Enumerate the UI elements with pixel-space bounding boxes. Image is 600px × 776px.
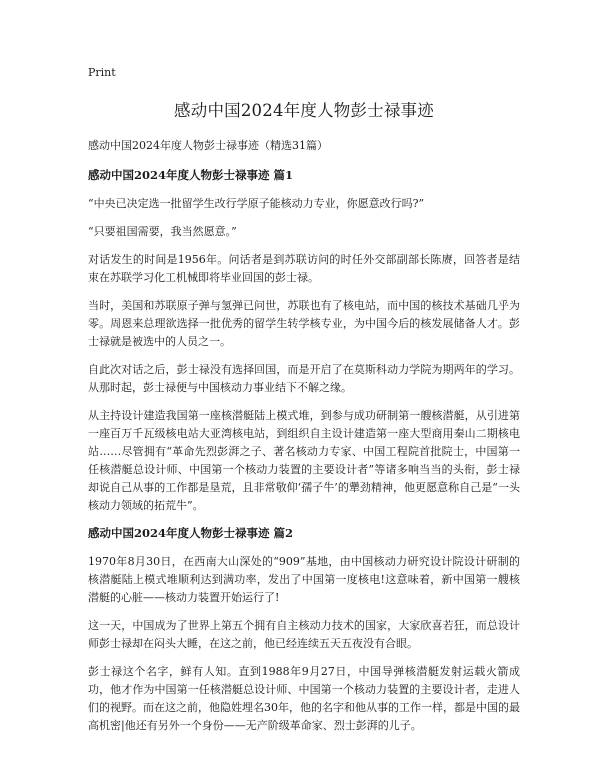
paragraph: 自此次对话之后，彭士禄没有选择回国，而是开启了在莫斯科动力学院为期两年的学习。从那时起，彭士禄便与中国核动力事业结下不解之缘。: [88, 363, 520, 394]
document-title: 感动中国2024年度人物彭士禄事迹: [174, 101, 434, 120]
paragraph: 1970年8月30日，在西南大山深处的“909”基地，由中国核动力研究设计院设计研制的核潜艇陆上模式堆顺利达到满功率，发出了中国第一度核电!这意味着，新中国第一艘核潜艇的心脏——核动力装置开始运行了!: [88, 555, 520, 604]
paragraph: 对话发生的时间是1956年。问话者是到苏联访问的时任外交部副部长陈赓，回答者是结束在苏联学习化工机械即将毕业回国的彭士禄。: [88, 253, 520, 284]
print-label[interactable]: Print: [88, 66, 116, 79]
section-heading: 感动中国2024年度人物彭士禄事迹 篇1: [88, 168, 294, 182]
paragraph: 这一天，中国成为了世界上第五个拥有自主核动力技术的国家，大家欣喜若狂，而总设计师彭士禄却在闷头大睡，在这之前，他已经连续五天五夜没有合眼。: [88, 619, 520, 650]
section-2: [88, 525, 520, 735]
document-subtitle: 感动中国2024年度人物彭士禄事迹（精选31篇）: [88, 139, 328, 152]
section-heading: 感动中国2024年度人物彭士禄事迹 篇2: [88, 526, 294, 540]
paragraph: “中央已决定选一批留学生改行学原子能核动力专业，你愿意改行吗?”: [88, 197, 425, 210]
paragraph: 从主持设计建造我国第一座核潜艇陆上模式堆，到参与成功研制第一艘核潜艇，从引进第一座百万千瓦级核电站大亚湾核电站，到组织自主设计建造第一座大型商用秦山二期核电站……尽管拥有“革命先烈彭湃之子、著名核动力专家、中国工程院首批院士，中国第一任核潜艇总设计师、中国第一个核动力装置的主要设计者”等诸多响当当的头衔，彭士禄却说自己从事的工作都是垦荒，且非常敬仰‘孺子牛’的犟劲精神，他更愿意称自己是“一头核动力领域的拓荒牛”。: [88, 409, 520, 512]
paragraph: “只要祖国需要，我当然愿意。”: [88, 225, 237, 238]
document-page: [88, 66, 520, 745]
paragraph: 当时，美国和苏联原子弹与氢弹已问世，苏联也有了核电站，而中国的核技术基础几乎为零。周恩来总理欲选择一批优秀的留学生转学核专业，为中国今后的核发展储备人才。彭士禄就是被选中的人员之一。: [88, 299, 520, 348]
section-1: [88, 167, 520, 515]
paragraph: 彭士禄这个名字，鲜有人知。直到1988年9月27日，中国导弹核潜艇发射运载火箭成功，他才作为中国第一任核潜艇总设计师、中国第一个核动力装置的主要设计者，走进人们的视野。而在这之前，他隐姓埋名30年，他的名字和他从事的工作一样，都是中国的最高机密|他还有另外一个身份——无产阶级革命家、烈士彭湃的儿子。: [88, 665, 520, 732]
